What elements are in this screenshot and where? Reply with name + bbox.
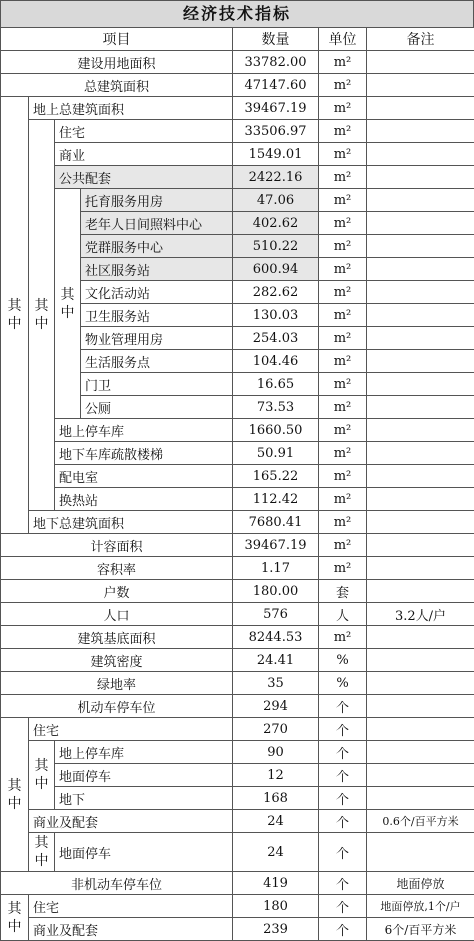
table-row: 其中 托育服务用房 47.06 m²: [1, 189, 474, 212]
table-row: 人口 576 人 3.2人/户: [1, 603, 474, 626]
table-row: 机动车停车位 294 个: [1, 695, 474, 718]
header-qty: 数量: [233, 28, 319, 51]
qizhong-label-res-parking: 其中: [29, 741, 55, 810]
table-row: 容积率 1.17 m²: [1, 557, 474, 580]
table-row: 老年人日间照料中心 402.62 m²: [1, 212, 474, 235]
table-row: 其中 住宅 180 个 地面停放,1个/户: [1, 895, 474, 918]
table-row: 总建筑面积 47147.60 m²: [1, 74, 474, 97]
table-row: 社区服务站 600.94 m²: [1, 258, 474, 281]
table-row: 商业及配套 239 个 6个/百平方米: [1, 918, 474, 941]
table-row: 其中 地面停车 24 个: [1, 833, 474, 872]
table-row: 地面停车 12 个: [1, 764, 474, 787]
table-row: 门卫 16.65 m²: [1, 373, 474, 396]
table-row: 文化活动站 282.62 m²: [1, 281, 474, 304]
table-row: 地下总建筑面积 7680.41 m²: [1, 511, 474, 534]
table-row: 商业及配套 24 个 0.6个/百平方米: [1, 810, 474, 833]
table-row: 卫生服务站 130.03 m²: [1, 304, 474, 327]
table-row: 地下车库疏散楼梯 50.91 m²: [1, 442, 474, 465]
table-row: 党群服务中心 510.22 m²: [1, 235, 474, 258]
qizhong-label-parking: 其中: [1, 718, 29, 872]
qizhong-label-public: 其中: [55, 189, 81, 419]
table-row: 商业 1549.01 m²: [1, 143, 474, 166]
table-row: 地上停车库 1660.50 m²: [1, 419, 474, 442]
table-row: 配电室 165.22 m²: [1, 465, 474, 488]
table-header-row: [1, 28, 474, 51]
table-row: 建设用地面积 33782.00 m²: [1, 51, 474, 74]
table-row: 计容面积 39467.19 m²: [1, 534, 474, 557]
qizhong-label-above: 其中: [29, 120, 55, 511]
sheet-title: 经济技术指标: [0, 0, 474, 28]
table-row: 其中 地上总建筑面积 39467.19 m²: [1, 97, 474, 120]
qizhong-label-com-parking: 其中: [29, 833, 55, 872]
header-unit: 单位: [319, 28, 367, 51]
table-row: 建筑基底面积 8244.53 m²: [1, 626, 474, 649]
table-row: 公厕 73.53 m²: [1, 396, 474, 419]
table-row: 绿地率 35 %: [1, 672, 474, 695]
table-row: 建筑密度 24.41 %: [1, 649, 474, 672]
table-row: 换热站 112.42 m²: [1, 488, 474, 511]
qizhong-label-area: 其中: [1, 97, 29, 534]
header-item: 项目: [1, 28, 233, 51]
indicator-table: [0, 27, 474, 941]
table-row: 生活服务点 104.46 m²: [1, 350, 474, 373]
table-row: 公共配套 2422.16 m²: [1, 166, 474, 189]
table-row: 非机动车停车位 419 个 地面停放: [1, 872, 474, 895]
table-row: 其中 地上停车库 90 个: [1, 741, 474, 764]
header-note: 备注: [367, 28, 474, 51]
table-row: 其中 住宅 270 个: [1, 718, 474, 741]
qizhong-label-bike: 其中: [1, 895, 29, 941]
table-row: 物业管理用房 254.03 m²: [1, 327, 474, 350]
table-row: 地下 168 个: [1, 787, 474, 810]
table-row: 其中 住宅 33506.97 m²: [1, 120, 474, 143]
table-row: 户数 180.00 套: [1, 580, 474, 603]
